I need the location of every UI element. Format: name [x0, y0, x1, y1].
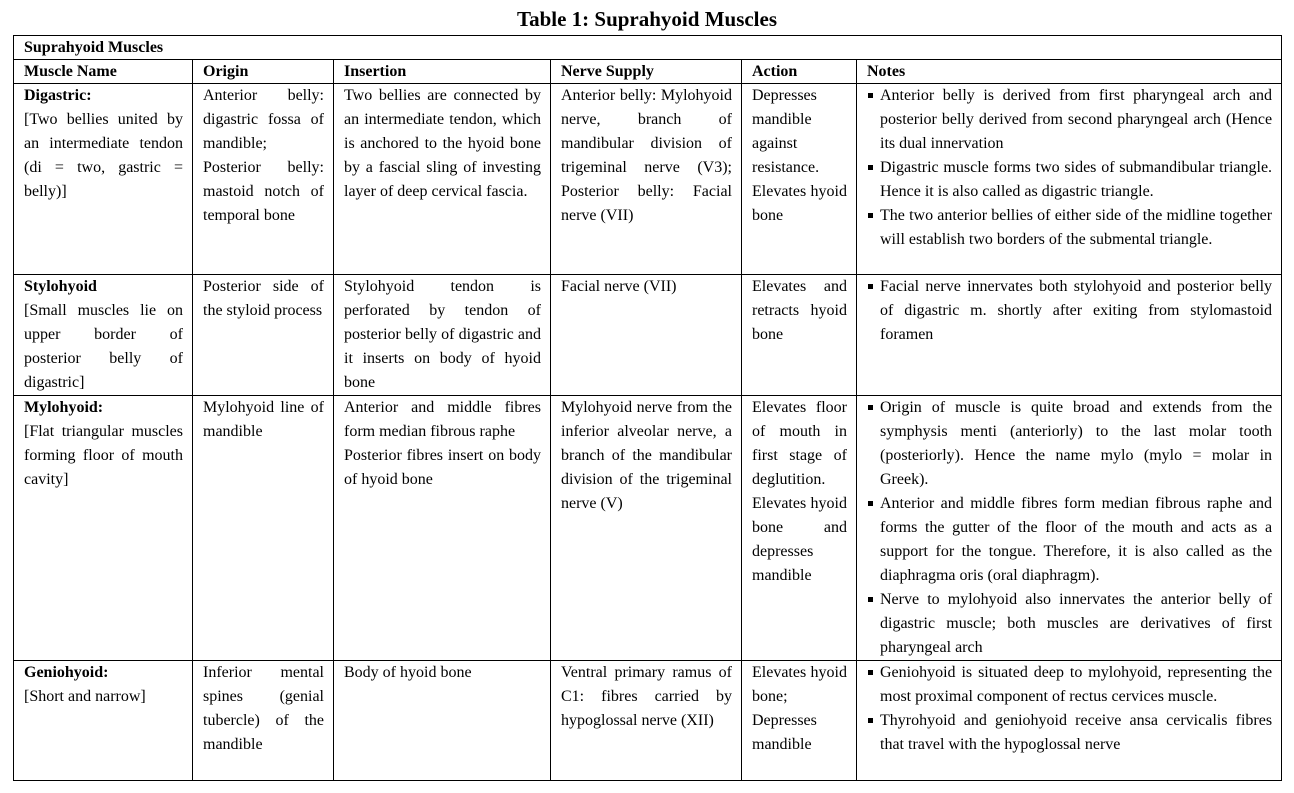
notes-list [867, 275, 1272, 347]
action-text: Elevates floor of mouth in first stage of deglutition. [752, 399, 847, 488]
header-row [14, 60, 1282, 84]
nerve-text: Facial nerve (VII) [561, 278, 677, 295]
action-text: Elevates hyoid bone and depresses mandible [752, 495, 847, 584]
notes-cell [857, 661, 1282, 781]
origin-text: Anterior belly: digastric fossa of mandible; [203, 87, 324, 152]
action-cell [742, 661, 857, 781]
notes-cell [857, 275, 1282, 396]
table-caption: Suprahyoid Muscles [14, 36, 1282, 60]
insertion-text: Two bellies are connected by an intermediate tendon, which is anchored to the hyoid bone by a fascial sling of investing layer of deep cervical fascia. [344, 87, 541, 200]
insertion-cell [334, 275, 551, 396]
note-item: The two anterior bellies of either side of the midline together will establish two borders of the submental triangle. [867, 204, 1272, 252]
muscle-name: Geniohyoid: [24, 664, 109, 681]
origin-cell [193, 84, 334, 275]
action-cell [742, 84, 857, 275]
muscle-description: [Short and narrow] [24, 688, 146, 705]
table-title: Table 1: Suprahyoid Muscles [516, 7, 778, 31]
muscle-name-cell [14, 661, 193, 781]
insertion-text: Stylohyoid tendon is perforated by tendon of posterior belly of digastric and it inserts on body of hyoid bone [344, 278, 541, 391]
insertion-text: Body of hyoid bone [344, 664, 472, 681]
action-cell [742, 275, 857, 396]
table-row [14, 275, 1282, 396]
origin-text: Inferior mental spines (genial tubercle) of the mandible [203, 664, 324, 753]
muscle-name: Digastric: [24, 87, 92, 104]
table-row [14, 661, 1282, 781]
muscle-description: [Small muscles lie on upper border of posterior belly of digastric] [24, 302, 183, 391]
notes-list [867, 396, 1272, 660]
muscle-name-cell [14, 275, 193, 396]
origin-text: Mylohyoid line of mandible [203, 399, 324, 440]
insertion-text: Posterior fibres insert on body of hyoid bone [344, 447, 541, 488]
table-row [14, 396, 1282, 661]
header-muscle-name: Muscle Name [14, 60, 193, 84]
insertion-cell [334, 661, 551, 781]
muscle-name: Stylohyoid [24, 278, 97, 295]
header-nerve-supply: Nerve Supply [551, 60, 742, 84]
note-item: Anterior and middle fibres form median fibrous raphe and forms the gutter of the floor of the mouth and acts as a support for the tongue. Therefore, it is also called as the diaphragma oris (oral diaphragm). [867, 492, 1272, 588]
note-item: Nerve to mylohyoid also innervates the anterior belly of digastric muscle; both muscles are derivatives of first pharyngeal arch [867, 588, 1272, 660]
note-item: Anterior belly is derived from first pharyngeal arch and posterior belly derived from second pharyngeal arch (Hence its dual innervation [867, 84, 1272, 156]
notes-list [867, 661, 1272, 757]
nerve-text: Mylohyoid nerve from the inferior alveolar nerve, a branch of the mandibular division of the trigeminal nerve (V) [561, 399, 732, 512]
table-row [14, 84, 1282, 275]
nerve-text: Ventral primary ramus of C1: fibres carried by hypoglossal nerve (XII) [561, 664, 732, 729]
muscle-description: [Two bellies united by an intermediate tendon (di = two, gastric = belly)] [24, 111, 183, 200]
header-action: Action [742, 60, 857, 84]
nerve-supply-cell [551, 396, 742, 661]
action-text: Depresses mandible against resistance. [752, 87, 820, 176]
muscle-description: [Flat triangular muscles forming floor of mouth cavity] [24, 423, 183, 488]
origin-cell [193, 661, 334, 781]
table-caption-row [14, 36, 1282, 60]
note-item: Origin of muscle is quite broad and extends from the symphysis menti (anteriorly) to the last molar tooth (posteriorly). Hence the name mylo (mylo = molar in Greek). [867, 396, 1272, 492]
insertion-cell [334, 84, 551, 275]
note-item: Thyrohyoid and geniohyoid receive ansa cervicalis fibres that travel with the hypoglossal nerve [867, 709, 1272, 757]
action-cell [742, 396, 857, 661]
notes-list [867, 84, 1272, 252]
origin-cell [193, 275, 334, 396]
nerve-supply-cell [551, 661, 742, 781]
origin-text: Posterior side of the styloid process [203, 278, 324, 319]
note-item: Digastric muscle forms two sides of submandibular triangle. Hence it is also called as digastric triangle. [867, 156, 1272, 204]
action-text: Elevates hyoid bone; Depresses mandible [752, 664, 847, 753]
suprahyoid-table [13, 35, 1282, 781]
origin-text: Posterior belly: mastoid notch of temporal bone [203, 159, 324, 224]
header-notes: Notes [857, 60, 1282, 84]
insertion-cell [334, 396, 551, 661]
header-origin: Origin [193, 60, 334, 84]
nerve-supply-cell [551, 275, 742, 396]
nerve-text: Anterior belly: Mylohyoid nerve, branch of mandibular division of trigeminal nerve (V3); Posterior belly: Facial nerve (VII) [561, 87, 732, 224]
notes-cell [857, 84, 1282, 275]
note-item: Facial nerve innervates both stylohyoid and posterior belly of digastric m. shortly after exiting from stylomastoid foramen [867, 275, 1272, 347]
action-text: Elevates hyoid bone [752, 183, 847, 224]
action-text: Elevates and retracts hyoid bone [752, 278, 847, 343]
muscle-name-cell [14, 396, 193, 661]
note-item: Geniohyoid is situated deep to mylohyoid, representing the most proximal component of rectus cervices muscle. [867, 661, 1272, 709]
origin-cell [193, 396, 334, 661]
header-insertion: Insertion [334, 60, 551, 84]
muscle-name: Mylohyoid: [24, 399, 104, 416]
muscle-name-cell [14, 84, 193, 275]
notes-cell [857, 396, 1282, 661]
nerve-supply-cell [551, 84, 742, 275]
insertion-text: Anterior and middle fibres form median fibrous raphe [344, 399, 541, 440]
